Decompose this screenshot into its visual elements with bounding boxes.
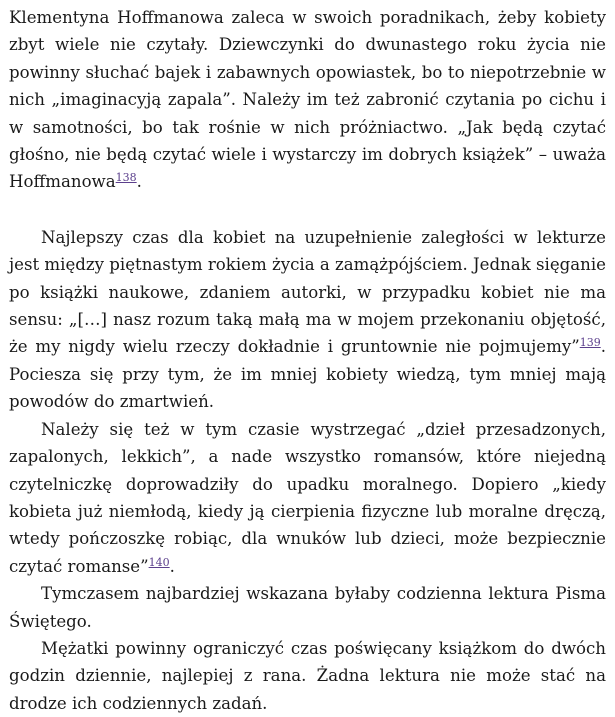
paragraph-2-tail: . Pociesza się przy tym, że im mniej kobiety wiedzą, tym mniej mają powodów do zmartwień.	[9, 337, 606, 412]
paragraph-1-text: Klementyna Hoffmanowa zaleca w swoich poradnikach, żeby kobiety zbyt wiele nie czytały. Dziewczynki do dwunastego roku życia nie powinny słuchać bajek i zabawnych opowiastek, bo to niepotrzebnie w nich „imaginacyją zapala”. Należy im też zabronić czytania po cichu i w samotności, bo tak rośnie w nich próżniactwo. „Jak będą czytać głośno, nie będą czytać wiele i wystarczy im dobrych książek” – uważa Hoffmanowa	[9, 8, 606, 192]
paragraph-5	[9, 635, 606, 717]
paragraph-2	[9, 224, 606, 416]
paragraph-1-tail: .	[136, 172, 142, 192]
paragraph-3	[9, 416, 606, 580]
paragraph-5-text: Mężatki powinny ograniczyć czas poświęcany książkom do dwóch godzin dziennie, najlepiej z rana. Żadna lektura nie może stać na drodze ich codziennych zadań.	[9, 638, 606, 713]
footnote-link-139[interactable]: 139	[579, 336, 601, 350]
paragraph-3-tail: .	[169, 556, 175, 576]
footnote-link-140[interactable]: 140	[148, 555, 170, 569]
footnote-link-138[interactable]: 138	[115, 171, 137, 185]
paragraph-2-text: Najlepszy czas dla kobiet na uzupełnienie zaległości w lekturze jest między piętnastym rokiem życia a zamążpójściem. Jednak sięganie po książki naukowe, zdaniem autorki, w przypadku kobiet nie ma sensu: „[…] nasz rozum taką małą ma w mojem przekonaniu objętość, że my nigdy wielu rzeczy dokładnie i gruntownie nie pojmujemy”	[9, 227, 606, 357]
document-body	[9, 4, 606, 717]
paragraph-4-text: Tymczasem najbardziej wskazana byłaby codzienna lektura Pisma Świętego.	[9, 584, 606, 631]
paragraph-1	[9, 4, 606, 196]
paragraph-4	[9, 580, 606, 635]
paragraph-3-text: Należy się też w tym czasie wystrzegać „dzieł przesadzonych, zapalonych, lekkich”, a nade wszystko romansów, które niejedną czytelniczkę doprowadziły do upadku moralnego. Dopiero „kiedy kobieta już niemłodą, kiedy ją cierpienia fizyczne lub moralne dręczą, wtedy pończoszkę robiąc, dla wnuków lub dzieci, może bezpiecznie czytać romanse”	[9, 419, 606, 576]
